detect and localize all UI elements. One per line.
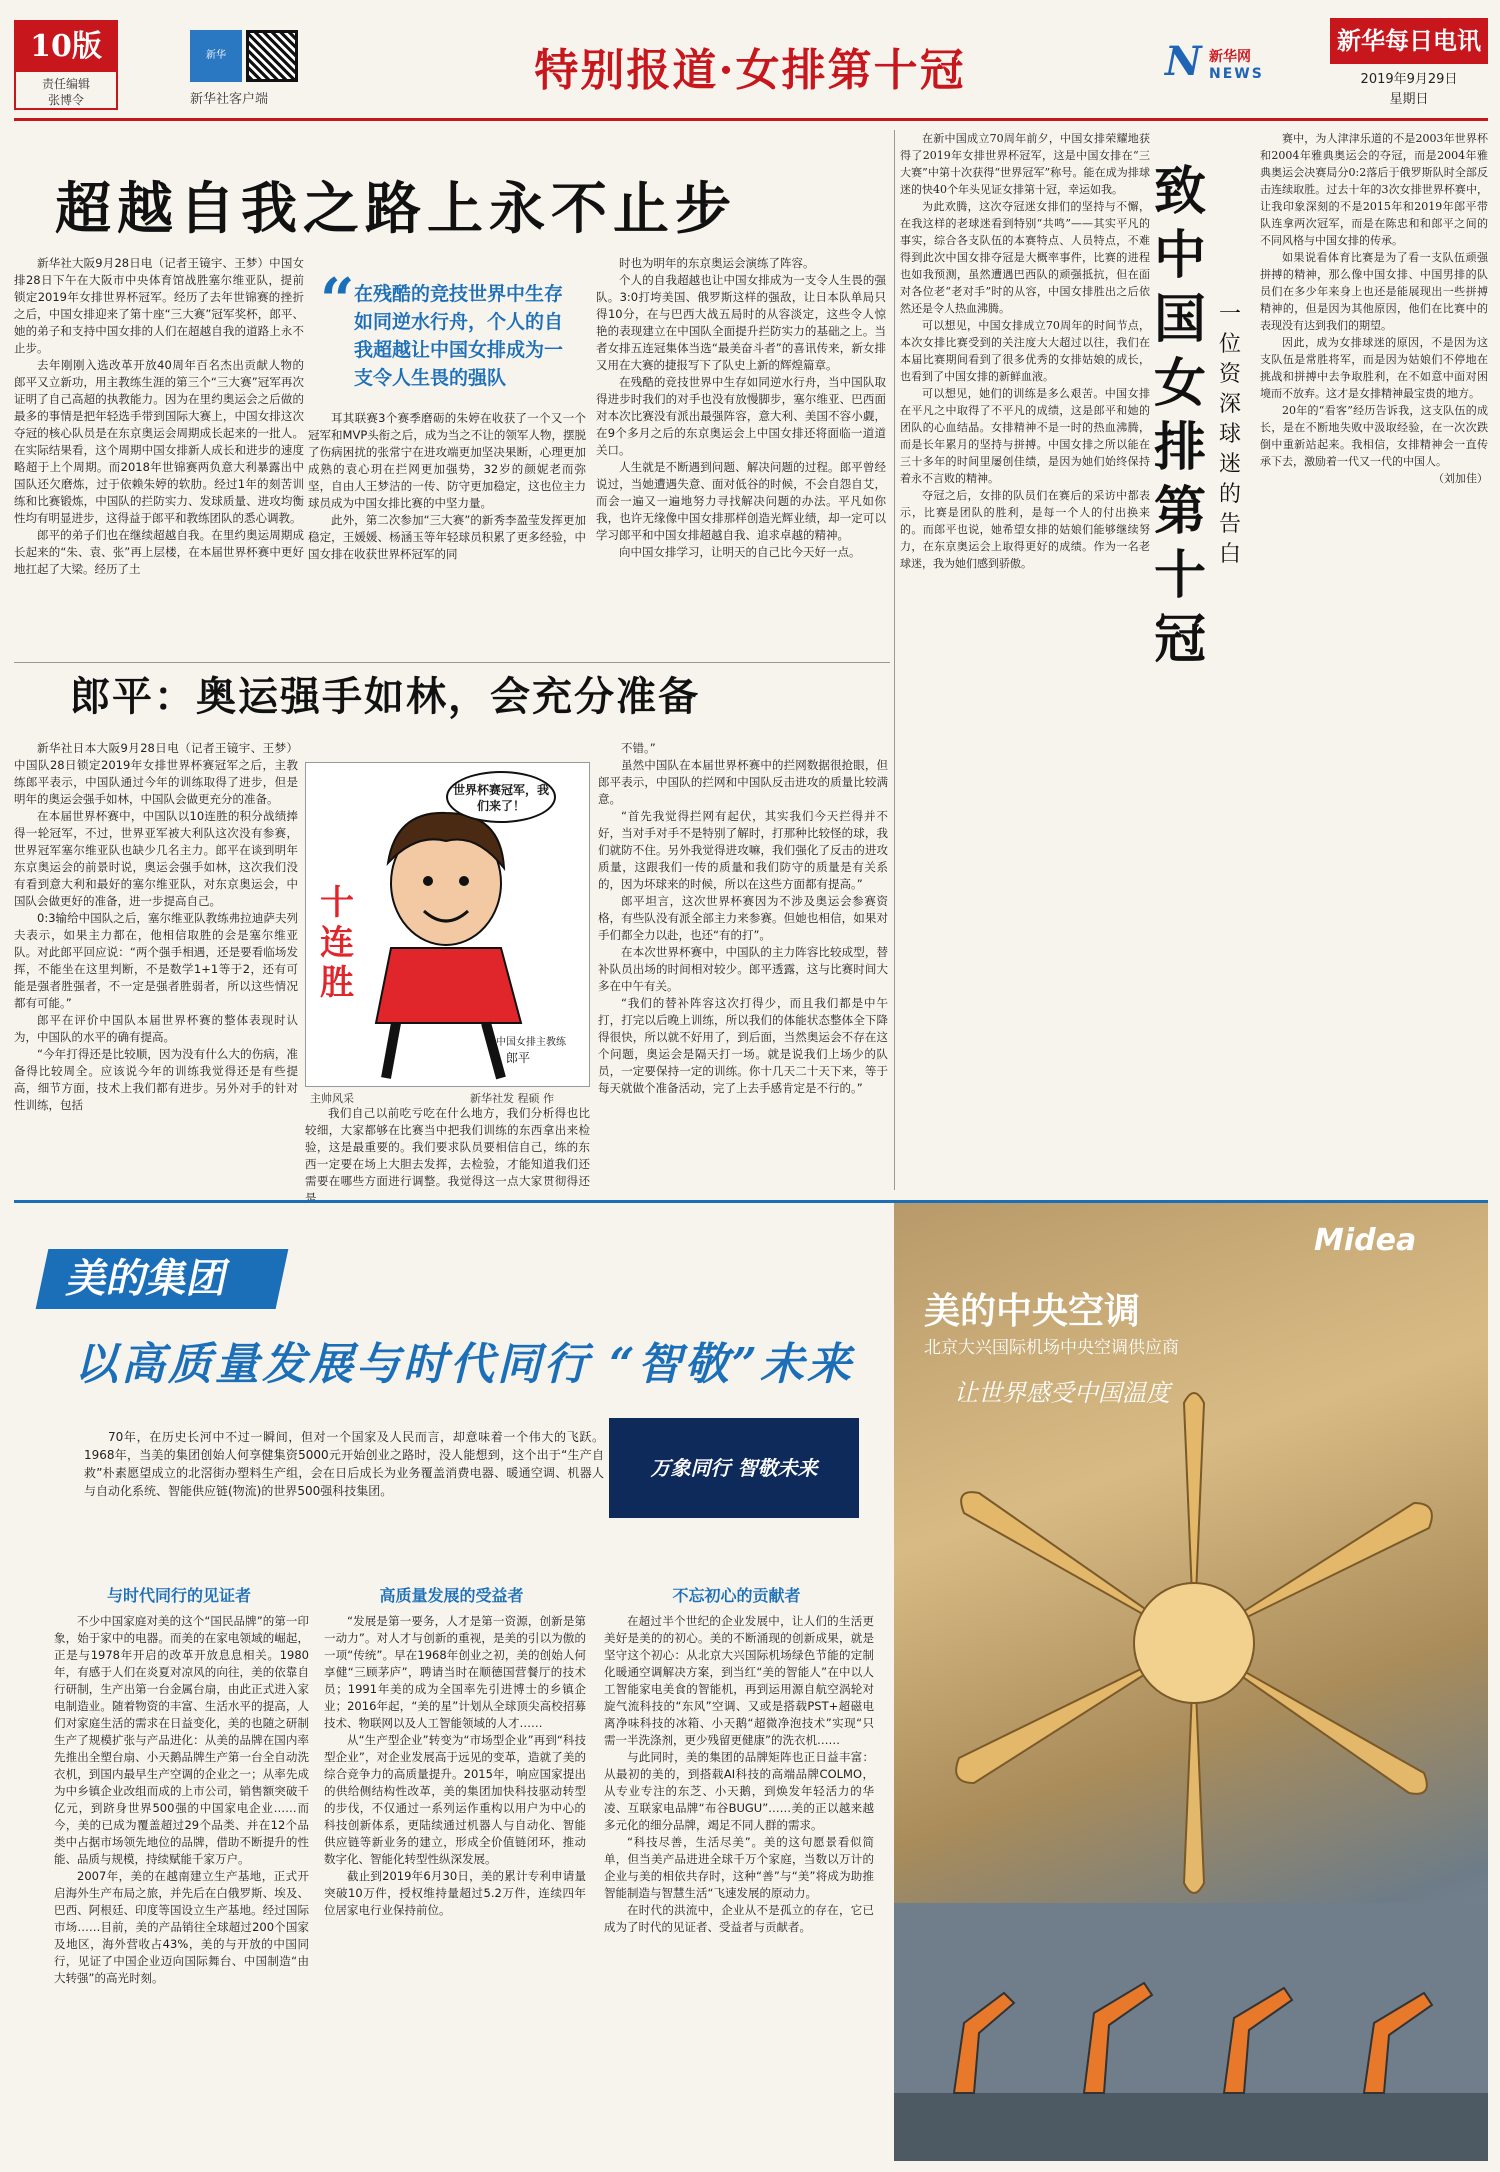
ad-paragraph: “发展是第一要务，人才是第一资源，创新是第一动力”。对人才与创新的重视，是美的引以为傲的一项“传统”。早在1968年创业之初，美的创始人何享健“三顾茅庐”，聘请当时在顺德国营餐厅的技术员；1991年美的成为全国率先引进博士的乡镇企业；2016年起，“美的星”计划从全球顶尖高校招募技术、物联网以及人工智能领域的人才…… (324, 1614, 586, 1730)
qr-code-icon[interactable] (246, 30, 298, 82)
ad-paragraph: 截止到2019年6月30日，美的累计专利申请量突破10万件，授权维持量超过5.2万件，连续四年位居家电行业保持前位。 (324, 1869, 586, 1917)
article1-paragraph: 在残酷的竞技世界中生存如同逆水行舟，当中国队取得进步时我们的对手也没有放慢脚步，塞尔维亚、巴西面对本次比赛没有派出最强阵容，意大利、美国不容小觑，在9个多月之后的东京奥运会上中国女排还将面临一道道关口。 (596, 375, 886, 457)
article1-col2 (308, 410, 586, 655)
article2-paragraph: “我们的替补阵容这次打得少，而且我们都是中午打，打完以后晚上训练，所以我们的体能状态整体全下降得很快，所以就不好用了，到后面，当然奥运会不存在这个问题，奥运会是隔天打一场。就是说我们上场少的队员，一定要保持一定的训练。你十几天二十天下来，等于每天就做个准备活动，完了上去手感肯定是不行的。” (598, 996, 888, 1095)
cartoon-caption-left: 主帅风采 (310, 1092, 354, 1105)
article-divider (14, 662, 890, 663)
letter-col2 (1260, 130, 1488, 1190)
paper-info (1330, 18, 1488, 114)
ad-paragraph: 在超过半个世纪的企业发展中，让人们的生活更美好是美的的初心。美的不断涌现的创新成果，就是坚守这个初心：从北京大兴国际机场绿色节能的定制化暖通空调解决方案，到当红“美的智能人”在中以人工智能家电美食的智能机，再到运用源自航空涡轮对旋气流科技的“东风”空调、又或是搭载PST+超磁电离净味科技的冰箱、小天鹅“超微净泡技术”实现“只需一半洗涤剂，更少残留更健康”的洗衣机…… (604, 1614, 874, 1747)
article2-headline: 郎平：奥运强手如林，会充分准备 (70, 673, 700, 720)
article1-paragraph: 个人的自我超越也让中国女排成为一支令人生畏的强队。3:0打垮美国、俄罗斯这样的强敌，让日本队单局只得10分，在与巴西大战五局时的从容淡定，这些令人惊艳的表现建立在中国队全面提升拦防实力的基础之上。当者女排五连冠集体当选“最美奋斗者”的喜讯传来，新女排又用在大赛的捷报写下了队史上新的辉煌篇章。 (596, 273, 886, 372)
xinhuanet-logo: N 新华网 NEWS (1165, 38, 1264, 85)
ad-paragraph: 在时代的洪流中，企业从不是孤立的存在，它已成为了时代的见证者、受益者与贡献者。 (604, 1903, 874, 1934)
ad-section-body (324, 1613, 586, 2153)
letter-paragraph: 在新中国成立70周年前夕，中国女排荣耀地获得了2019年女排世界杯冠军，这是中国女排在“三大赛”中第十次获得“世界冠军”称号。能在成为排球迷的快40个年头见证女排第十冠，幸运如我。 (900, 132, 1150, 196)
article1-headline: 超越自我之路上永不止步 (55, 176, 737, 242)
editor-info (16, 76, 116, 108)
letter-subtitle: 一位资深球迷的告白 (1218, 302, 1241, 567)
paper-date: 2019年9月29日 (1360, 72, 1458, 87)
letter-title: 致中国女排第十冠 (1153, 161, 1206, 670)
editor-label: 责任编辑 (41, 77, 90, 91)
ad-image-subtitle: 北京大兴国际机场中央空调供应商 (924, 1338, 1179, 1358)
ad-image-script: 让世界感受中国温度 (954, 1379, 1170, 1407)
masthead (0, 0, 1500, 120)
article2-paragraph: 虽然中国队在本届世界杯赛中的拦网数据很抢眼，但郎平表示，中国队的拦网和中国队反击进攻的质量比较满意。 (598, 758, 888, 806)
speech-bubble: 世界杯赛冠军，我们来了！ (446, 771, 556, 823)
ad-paragraph: 不少中国家庭对美的这个“国民品牌”的第一印象，始于家中的电器。而美的在家电领域的崛起，正是与1978年开启的改革开放息息相关。1980年，有感于人们在炎夏对凉风的向往，美的依靠自行研制，生产出第一台金属台扇，由此正式进入家电制造业。随着物资的丰富、生活水平的提高，人们对家庭生活的需求在日益变化，美的也随之研制生产了规模扩张与产品进化：从美的品牌在国内率先推出全塑台扇、小天鹅品牌生产第一台全自动洗衣机，到国内最早生产空调的企业之一；从率先成为中乡镇企业改组而成的上市公司，销售额突破千亿元，到跻身世界500强的中国家电企业……而今，美的已成为覆盖超过29个品类、并在12个品类中占据市场领先地位的品牌，借助不断提升的性能、品质与规模，持续赋能千家万户。 (54, 1614, 309, 1866)
letter-paragraph: 如果说看体育比赛是为了看一支队伍顽强拼搏的精神，那么像中国女排、中国男排的队员们在多少年来身上也还是能展现出一些拼搏精神的，但是因为其他原因，他们在比赛中的表现没有达到我们的期望。 (1260, 251, 1488, 332)
article1-paragraph: 此外，第二次参加“三大赛”的新秀李盈莹发挥更加稳定，王媛媛、杨涵玉等年轻球员积累了更多经验，中国女排在收获世界杯冠军的同 (308, 513, 586, 561)
cartoon-name: 郎平 (506, 1051, 531, 1065)
factory-robots-illustration (894, 1903, 1488, 2161)
ad-inset-image: 万象同行 智敬未来 (609, 1418, 859, 1518)
letter-col1 (900, 130, 1150, 1190)
article2-paragraph: 我们自己以前吃亏吃在什么地方，我们分析得也比较细，大家都够在比赛当中把我们训练的东西拿出来检验，这是最重要的。我们要求队员要相信自己，练的东西一定要在场上大胆去发挥，去检验，才能知道我们还需要在哪些方面进行调整。我觉得这一点大家贯彻得还是 (305, 1106, 590, 1205)
ad-section-title: 与时代同行的见证者 (106, 1586, 251, 1605)
ad-headline: 以高质量发展与时代同行 “智敬”未来 (74, 1339, 854, 1390)
letter-author: （刘加佳） (1433, 472, 1488, 485)
paper-weekday: 星期日 (1389, 92, 1429, 107)
pull-quote-text: 在残酷的竞技世界中生存如同逆水行舟，个人的自我超越让中国女排成为一支令人生畏的强队 (354, 283, 564, 389)
ad-intro (84, 1428, 604, 1538)
ad-paragraph: 从“生产型企业”转变为“市场型企业”再到“科技型企业”，对企业发展高于远见的变革，造就了美的综合竞争力的高质量提升。2015年，响应国家提出的供给侧结构性改革，美的集团加快科技驱动转型的步伐，不仅通过一系列运作重构以用户为中心的科技创新体系，更陆续通过机器人与自动化、智能供应链等新业务的建立，形成全价值链闭环，推动数字化、智能化转型性纵深发展。 (324, 1733, 586, 1866)
article2-paragraph: 在本届世界杯赛中，中国队以10连胜的积分战绩捧得一轮冠军，不过，世界亚军被大利队这次没有参赛，世界冠军塞尔维亚队也缺少几名主力。郎平在谈到明年东京奥运会的前景时说，奥运会强手如林，这次我们没有看到意大利和最好的塞尔维亚队，对东京奥运会，中国队会做更好的准备，进一步提高自己。 (14, 809, 298, 908)
ad-airport-image (894, 1203, 1488, 2161)
ad-section-title: 高质量发展的受益者 (379, 1586, 524, 1605)
page-number: 10版 (16, 22, 116, 72)
editor-name: 张博令 (47, 93, 84, 107)
article2-col2 (305, 1105, 590, 1205)
app-label: 新华社客户端 (190, 92, 269, 107)
article2-paragraph: 在本次世界杯赛中，中国队的主力阵容比较成型，替补队员出场的时间相对较少。郎平透露，这与比赛时间大多在中午有关。 (598, 945, 888, 993)
article2-paragraph: 新华社日本大阪9月28日电（记者王镜宇、王梦）中国队28日锁定2019年女排世界杯赛冠军之后，主教练郎平表示，中国队通过今年的训练取得了进步，但是明年的奥运会强手如林，中国队会做更充分的准备。 (14, 741, 298, 806)
section-title: 特别报道·女排第十冠 (534, 45, 966, 96)
app-logo-icon: 新华 (190, 30, 242, 82)
ad-section-body (54, 1613, 309, 2153)
article1-paragraph: 郎平的弟子们也在继续超越自我。在里约奥运周期成长起来的“朱、袁、张”再上层楼，在本届世界杯赛中更好地扛起了大梁。经历了土 (14, 528, 304, 576)
article1-paragraph: 耳其联赛3个赛季磨砺的朱婷在收获了一个又一个冠军和MVP头衔之后，成为当之不让的领军人物，摆脱了伤病困扰的张常宁在进攻端更加坚决果断，心理更加成熟的袁心玥在拦网更加强势，32岁的颜妮老而弥坚，自由人王梦洁的一传、防守更加稳定，这也位主力球员成为中国女排比赛的中坚力量。 (308, 411, 586, 510)
article2-paragraph: “今年打得还是比较顺，因为没有什么大的伤病，准备得比较周全。应该说今年的训练我觉得还是有些提高，细节方面，技术上我们都有进步。另外对手的针对性训练，包括 (14, 1047, 298, 1112)
paper-name: 新华每日电讯 (1330, 18, 1488, 64)
article1-paragraph: 人生就是不断遇到问题、解决问题的过程。郎平曾经说过，当她遭遇失意、面对低谷的时候，不会自怨自艾，而会一遍又一遍地努力寻找解决问题的办法。平凡如你我，也许无缘像中国女排那样创造光辉业绩，却一定可以学习郎平和中国女排超越自我、追求卓越的精神。 (596, 460, 886, 542)
ad-brand: 美的集团 (36, 1249, 289, 1309)
midea-logo: Midea (1314, 1223, 1417, 1258)
letter-paragraph: 为此欢腾，这次夺冠迷女排们的坚持与不懈，在我这样的老球迷看到特别“共鸣”——其实平凡的事实，综合各支队伍的本赛特点、人员特点，不难得到此次中国女排夺冠是大概率事件，比赛的进程也如我预测，虽然遭遇巴西队的顽强抵抗，但在面对各位老“老对手”时的从容，中国女排胜出之后依然还是令人热血沸腾。 (900, 200, 1150, 315)
ad-intro-text: 70年，在历史长河中不过一瞬间，但对一个国家及人民而言，却意味着一个伟大的飞跃。1968年，当美的集团创始人何享健集资5000元开始创业之路时，没人能想到，这个出于“生产自救”朴素愿望成立的北滘街办塑料生产组，会在日后成长为业务覆盖消费电器、暖通空调、机器人与自动化系统、智能供应链(物流)的世界500强科技集团。 (84, 1430, 604, 1498)
cartoon-shirt-text: 十连胜 (320, 883, 354, 1003)
logo-en: NEWS (1209, 66, 1264, 82)
article2-paragraph: 不错。” (621, 741, 656, 755)
article1-paragraph: 去年刚刚入选改革开放40周年百名杰出贡献人物的郎平又立新功，用主教练生涯的第三个“三大赛”冠军再次证明了自己高超的执教能力。因为在里约奥运会之后做的最多的事情是把年轻选手带到国际大赛上，中国女排这次夺冠的核心队员是在东京奥运会周期成长起来的一批人。在实际结果看，这个周期中国女排新人成长和进步的速度略超于上个周期。而2018年世锦赛两负意大利暴露出中国队还欠磨炼，过于依赖朱婷的软肋。经过1年的刻苦训练和比赛锻炼，中国队的拦防实力、发球质量、进攻均衡性均有明显进步，这得益于郎平和教练团队的悉心调教。 (14, 358, 304, 525)
article1-paragraph: 新华社大阪9月28日电（记者王镜宇、王梦）中国女排28日下午在大阪市中央体育馆战胜塞尔维亚队，提前锁定2019年女排世界杯冠军。经历了去年世锦赛的挫折之后，中国女排迎来了第十座“三大赛”冠军奖杯，郎平、她的弟子和支持中国女排的人们在超越自我的道路上永不止步。 (14, 256, 304, 355)
advertisement (14, 1200, 1488, 2158)
masthead-rule (14, 118, 1488, 121)
airport-starburst-illustration (934, 1383, 1454, 1903)
article2-paragraph: 郎平在评价中国队本届世界杯赛的整体表现时认为，中国队的水平的确有提高。 (14, 1013, 298, 1044)
ad-image-title: 美的中央空调 (924, 1291, 1141, 1332)
article1-col1 (14, 255, 304, 655)
article1-paragraph: 向中国女排学习，让明天的自己比今天好一点。 (619, 545, 861, 559)
letter-paragraph: 因此，成为女排球迷的原因，不是因为这支队伍是常胜将军，而是因为姑娘们不停地在挑战和拼搏中去争取胜利，在不如意中面对困境而不放弃。这才是女排精神最宝贵的地方。 (1260, 336, 1488, 400)
article2-col1 (14, 740, 298, 1180)
letter-paragraph: 赛中，为人津津乐道的不是2003年世界杯和2004年雅典奥运会的夺冠，而是2004年雅典奥运会决赛局分0:2落后于俄罗斯队时全部反击连续取胜。过去十年的3次女排世界杯赛中，让我印象深刻的不是2015年和2019年郎平带队连拿两次冠军，而是在陈忠和和郎平之间的不同风格与中国女排的传承。 (1260, 132, 1488, 247)
quote-mark-icon: “ (320, 266, 355, 336)
ad-section-body (604, 1613, 874, 2153)
ad-paragraph: 2007年，美的在越南建立生产基地，正式开启海外生产布局之旅，并先后在白俄罗斯、埃及、巴西、阿根廷、印度等国设立生产基地。经过国际市场……目前，美的产品销往全球超过200个国家及地区，海外营收占43%，美的与开放的中国同行，见证了中国企业迈向国际舞台、中国制造“由大转强”的高光时刻。 (54, 1869, 309, 1985)
cartoon-title: 中国女排主教练 (496, 1037, 566, 1048)
pull-quote (320, 266, 575, 402)
article1-paragraph: 时也为明年的东京奥运会演练了阵容。 (619, 256, 815, 270)
article2-paragraph: “首先我觉得拦网有起伏，其实我们今天拦得并不好，当对手对手不是特别了解时，打那种比较怪的球，我们就防不住。另外我觉得进攻嘛，我们强化了反击的进攻质量，这跟我们一传的质量和我们防守的质量是有关系的，因为坏球来的时候，所以在这些方面都有提高。” (598, 809, 888, 891)
column-divider (894, 130, 895, 1190)
paper-date-block (1330, 70, 1488, 110)
article1-col3 (596, 255, 886, 655)
letter-paragraph: 可以想见，她们的训练是多么艰苦。中国女排在平凡之中取得了不平凡的成绩，这是郎平和她的团队的心血结晶。女排精神不是一时的热血沸腾，而是长年累月的坚持与拼搏。中国女排之所以能在三十多年的时间里屡创佳绩，是因为她们始终保持着永不言败的精神。 (900, 387, 1150, 485)
logo-text: 新华网 (1209, 49, 1251, 65)
letter-paragraph: 可以想见，中国女排成立70周年的时间节点，本次女排比赛受到的关注度大大超过以往，我们在本届比赛期间看到了很多优秀的女排姑娘的成长，也看到了中国女排的新鲜血液。 (900, 319, 1150, 383)
cartoon (305, 762, 590, 1087)
cartoon-caption-right: 新华社发 程硕 作 (470, 1092, 554, 1105)
article2-paragraph: 0:3输给中国队之后，塞尔维亚队教练弗拉迪萨夫列夫表示，如果主力都在，他相信取胜的会是塞尔维亚队。对此郎平回应说：“两个强手相遇，还是要看临场发挥，不能坐在这里判断，不是数学1+1等于2，还有可能是强者胜强者，不一定是强者胜弱者，所以这些情况都有可能。” (14, 911, 298, 1010)
ad-paragraph: 与此同时，美的集团的品牌矩阵也正日益丰富：从最初的美的，到搭载AI科技的高端品牌COLMO，从专业专注的东芝、小天鹅，到焕发年轻活力的华凌、互联家电品牌“布谷BUGU”……美的正以越来越多元化的细分品牌，竭足不同人群的需求。 (604, 1750, 874, 1832)
article2-col3 (598, 740, 888, 1180)
ad-paragraph: “科技尽善，生活尽美”。美的这句愿景看似简单，但当美产品进进全球千万个家庭，当数以万计的企业与美的相依共存时，这种“善”与“美”将成为助推智能制造与智慧生活“飞速发展的原动力。 (604, 1835, 874, 1900)
letter-paragraph: 20年的“看客”经历告诉我，这支队伍的成长，是在不断地失败中汲取经验，在一次次跌倒中重新站起来。我相信，女排精神会一直传承下去，激励着一代又一代的中国人。 (1260, 404, 1488, 468)
letter-paragraph: 夺冠之后，女排的队员们在赛后的采访中都表示，比赛是团队的胜利，是每一个人的付出换来的。而郎平也说，她希望女排的姑娘们能够继续努力，在东京奥运会上取得更好的成绩。作为一名老球迷，我为她们感到骄傲。 (900, 489, 1150, 570)
edition-box (14, 20, 118, 110)
ad-section-title: 不忘初心的贡献者 (672, 1586, 801, 1605)
article2-paragraph: 郎平坦言，这次世界杯赛因为不涉及奥运会参赛资格，有些队没有派全部主力来参赛。但她也相信，如果对手们都全力以赴，也还“有的打”。 (598, 894, 888, 942)
